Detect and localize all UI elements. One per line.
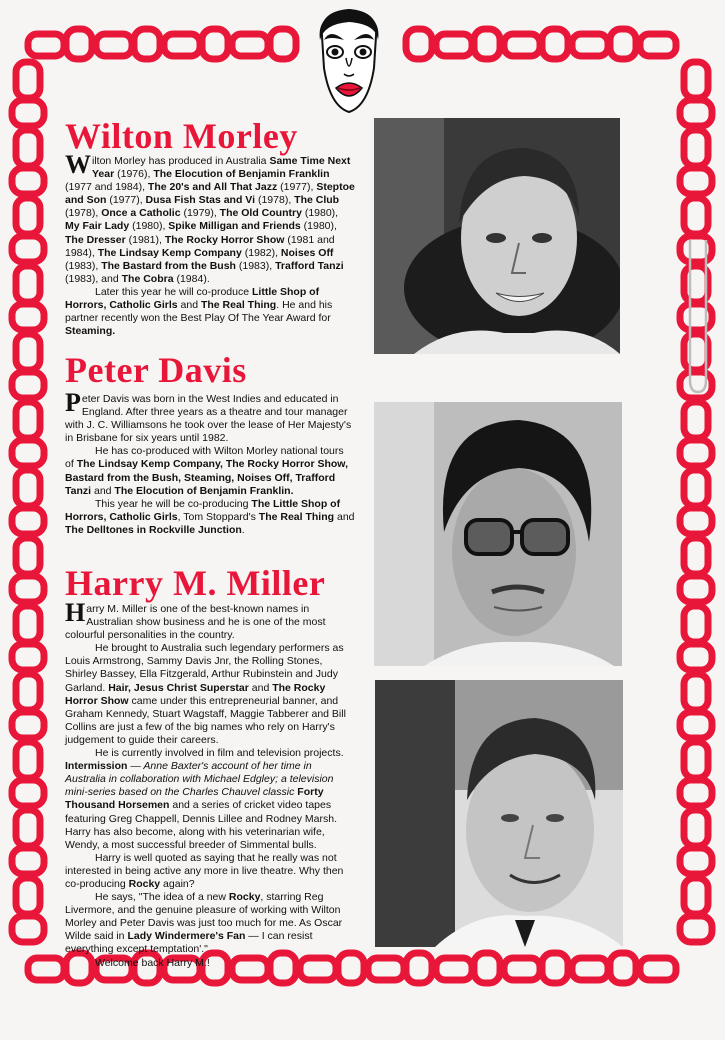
chain-link-top — [28, 34, 64, 56]
bold-title-text: Lady Windermere's Fan — [127, 930, 246, 943]
chain-link-top — [436, 34, 472, 56]
chain-link-left — [12, 780, 44, 806]
chain-link-bottom — [610, 953, 636, 983]
body-text: Welcome back Harry M.! — [95, 956, 210, 969]
body-text: and — [248, 681, 273, 694]
chain-link-left — [16, 810, 40, 846]
body-text: , Tom Stoppard's — [177, 510, 259, 523]
chain-link-right — [680, 508, 712, 534]
heading-peter-davis: Peter Davis — [65, 350, 247, 390]
body-text: This year he will be co-producing — [95, 497, 252, 510]
body-text: eter Davis was born in the West Indies and educated in England. After three years as a theatre and tour manager with J. C. Williamsons he took over the lease of Her Majesty's in Brisbane for six years until 1982. — [65, 393, 352, 445]
bold-title-text: Little Shop of Horrors, Catholic Girls — [65, 285, 320, 312]
bio-paragraph — [65, 445, 355, 497]
chain-link-bottom — [504, 958, 540, 980]
chain-link-top — [96, 34, 132, 56]
heading-harry-m-miller: Harry M. Miller — [65, 563, 326, 603]
chain-link-top — [232, 34, 268, 56]
chain-link-left — [12, 508, 44, 534]
chain-link-right — [684, 334, 708, 370]
body-text: (1981 and 1984), — [65, 233, 335, 259]
body-text: (1983), — [65, 259, 102, 272]
chain-link-bottom — [436, 958, 472, 980]
body-text: . He and his partner recently won the Best Play Of The Year Award for — [65, 299, 333, 325]
body-text: again? — [160, 877, 195, 890]
photo-wilton-morley — [374, 118, 620, 354]
body-text: and — [334, 510, 355, 523]
chain-link-right — [684, 606, 708, 642]
body-text: He has co-produced with Wilton Morley national tours of — [65, 445, 344, 471]
chain-link-bottom — [640, 958, 676, 980]
body-text: (1980), — [129, 220, 169, 233]
chain-link-left — [16, 130, 40, 166]
chain-link-left — [12, 440, 44, 466]
chain-link-right — [684, 810, 708, 846]
chain-link-left — [16, 198, 40, 234]
chain-link-right — [684, 402, 708, 438]
bold-title-text: Dusa Fish Stas and Vi — [145, 194, 256, 207]
chain-link-right — [684, 742, 708, 778]
body-text: (1979), — [180, 207, 220, 220]
chain-link-left — [16, 266, 40, 302]
bold-title-text: The Lindsay Kemp Company — [97, 246, 242, 259]
body-text: (1978), — [255, 194, 295, 207]
chain-link-left — [12, 644, 44, 670]
bio-paragraph — [65, 747, 355, 852]
body-text: (1983), — [235, 259, 276, 272]
body-text: and — [177, 299, 201, 312]
bold-title-text: Once a Catholic — [101, 207, 181, 220]
bold-title-text: The Lindsay Kemp Company, The Rocky Horror Show, Bastard from the Bush, Steaming, Noises Off, Trafford Tanzi — [65, 458, 348, 497]
bio-paragraph — [65, 642, 355, 747]
chain-link-right — [680, 848, 712, 874]
chain-link-top — [164, 34, 200, 56]
chain-link-bottom — [572, 958, 608, 980]
body-text: (1976), — [114, 168, 154, 181]
chain-link-right — [684, 674, 708, 710]
chain-link-right — [684, 878, 708, 914]
bold-title-text: Trafford Tanzi — [275, 259, 344, 272]
bold-title-text: The 20's and All That Jazz — [147, 181, 278, 194]
drop-cap: H — [65, 598, 86, 627]
bio-paragraph — [65, 388, 355, 445]
chain-link-left — [12, 236, 44, 262]
body-text: He is currently involved in film and television projects. — [95, 747, 344, 760]
chain-link-left — [16, 878, 40, 914]
chain-link-left — [16, 470, 40, 506]
chain-link-left — [12, 916, 44, 942]
chain-link-bottom — [368, 958, 404, 980]
chain-link-left — [16, 606, 40, 642]
chain-link-top — [640, 34, 676, 56]
chain-link-top — [66, 29, 92, 59]
body-text: Harry is well quoted as saying that he really was not interested in being active any more in live theatre. Why then co-producing — [65, 851, 344, 890]
chain-link-bottom — [406, 953, 432, 983]
bio-harry-m-miller — [65, 598, 355, 970]
chain-link-right — [680, 100, 712, 126]
bold-title-text: The Delltones in Rockville Junction — [65, 523, 242, 536]
chain-link-top — [270, 29, 296, 59]
chain-link-bottom — [28, 958, 64, 980]
chain-link-top — [610, 29, 636, 59]
bold-title-text: The Old Country — [219, 207, 302, 220]
bold-title-text: The Real Thing — [200, 299, 277, 312]
chain-link-top — [134, 29, 160, 59]
bio-paragraph — [65, 891, 355, 956]
chain-link-top — [406, 29, 432, 59]
chain-link-top — [504, 34, 540, 56]
chain-link-right — [680, 712, 712, 738]
chain-link-left — [12, 304, 44, 330]
chain-link-left — [16, 742, 40, 778]
chain-link-left — [12, 712, 44, 738]
body-text: came under this entrepreneurial banner, and Graham Kennedy, Stuart Wagstaff, Maggie Tabberer and Bill Collins are just a few of the big names who rely on Harry's judgement to guide their careers. — [65, 694, 346, 746]
chain-link-right — [680, 916, 712, 942]
mask-icon — [310, 6, 388, 116]
body-text: (1977 and 1984), — [65, 181, 148, 194]
drop-cap: P — [65, 388, 81, 417]
chain-link-right — [684, 470, 708, 506]
bio-paragraph — [65, 852, 355, 891]
body-text: He says, "The idea of a new — [95, 891, 229, 904]
bold-title-text: The Bastard from the Bush — [101, 259, 236, 272]
body-text: — Anne Baxter's account of her time in Australia in collaboration with Michael Edgley; a television mini-series based on the Charles Chauvel classic — [65, 760, 334, 799]
chain-link-right — [684, 538, 708, 574]
bold-title-text: The Club — [294, 194, 340, 207]
bold-title-text: The Dresser — [65, 233, 126, 246]
body-text: (1978), — [65, 207, 102, 220]
bio-paragraph — [65, 150, 355, 286]
bold-title-text: Steptoe and Son — [65, 181, 355, 207]
bold-title-text: The Little Shop of Horrors, Catholic Girls — [65, 497, 341, 523]
chain-link-top — [572, 34, 608, 56]
body-text: . — [241, 523, 245, 536]
bold-title-text: Rocky — [128, 877, 161, 890]
chain-link-left — [12, 372, 44, 398]
bold-title-text: The Elocution of Benjamin Franklin. — [114, 484, 294, 497]
chain-link-right — [680, 576, 712, 602]
bold-title-text: Rocky — [228, 891, 261, 904]
chain-link-right — [684, 266, 708, 302]
chain-link-left — [16, 674, 40, 710]
chain-link-left — [12, 576, 44, 602]
chain-link-left — [12, 168, 44, 194]
chain-link-left — [16, 62, 40, 98]
chain-link-left — [16, 538, 40, 574]
chain-link-left — [12, 848, 44, 874]
bio-peter-davis — [65, 388, 355, 537]
chain-link-right — [680, 168, 712, 194]
bold-title-text: Noises Off — [280, 246, 334, 259]
body-text: ilton Morley has produced in Australia — [92, 155, 270, 167]
body-text: (1984). — [173, 272, 210, 285]
chain-link-left — [12, 100, 44, 126]
chain-link-right — [684, 130, 708, 166]
chain-link-right — [680, 780, 712, 806]
drop-cap: W — [65, 150, 91, 179]
body-text: (1982), — [241, 246, 281, 259]
heading-wilton-morley: Wilton Morley — [65, 116, 298, 156]
chain-link-top — [202, 29, 228, 59]
bio-paragraph — [65, 598, 355, 642]
bold-title-text: The Cobra — [121, 272, 174, 285]
bold-title-text: Spike Milligan and Friends — [168, 220, 301, 233]
body-text: Later this year he will co-produce — [95, 285, 252, 298]
bold-title-text: Intermission — [65, 760, 128, 773]
bold-title-text: The Rocky Horror Show — [65, 681, 326, 707]
bold-title-text: The Rocky Horror Show — [164, 233, 285, 246]
body-text: He brought to Australia such legendary performers as Louis Armstrong, Sammy Davis Jnr, the Rolling Stones, Shirley Bassey, Ella Fitzgerald, Arthur Rubinstein and Judy Garland. — [65, 642, 344, 694]
chain-link-right — [684, 62, 708, 98]
bold-title-text: Hair, Jesus Christ Superstar — [108, 681, 249, 694]
bio-paragraph — [65, 498, 355, 537]
bold-title-text: The Real Thing — [258, 510, 335, 523]
bold-title-text: Forty Thousand Horsemen — [65, 786, 324, 812]
bio-wilton-morley — [65, 150, 355, 338]
body-text: (1980), — [301, 207, 339, 220]
chain-link-bottom — [542, 953, 568, 983]
body-text: (1977), — [277, 181, 317, 194]
chain-link-left — [16, 402, 40, 438]
photo-harry-m-miller — [375, 680, 623, 947]
body-text: and — [91, 484, 115, 497]
chain-link-bottom — [474, 953, 500, 983]
bold-title-text: Steaming. — [65, 325, 116, 338]
body-text: (1983), and — [65, 272, 122, 285]
body-text: (1977), — [106, 194, 146, 207]
chain-link-left — [16, 334, 40, 370]
chain-link-right — [684, 198, 708, 234]
body-text: and a series of cricket video tapes featuring Greg Chappell, Dennis Lillee and Rodney Marsh. Harry has also become, along with his veterinarian wife, Wendy, a most successful breeder of Simmental bulls. — [65, 799, 337, 851]
bio-paragraph — [65, 286, 355, 338]
body-text: arry M. Miller is one of the best-known names in Australian show business and he is one of the most colourful personalities in the country. — [65, 603, 326, 642]
bold-title-text: Same Time Next Year — [92, 155, 351, 181]
chain-link-right — [680, 644, 712, 670]
chain-link-top — [474, 29, 500, 59]
chain-link-top — [542, 29, 568, 59]
body-text: — I can resist everything except temptation'." — [65, 930, 313, 956]
body-text: , starring Reg Livermore, and the genuine pleasure of working with Wilton Morley and Peter Davis was just too much for me. As Oscar Wilde said in — [65, 891, 343, 943]
bold-title-text: The Elocution of Benjamin Franklin — [153, 168, 330, 181]
bio-paragraph — [65, 957, 355, 970]
body-text: (1981), — [125, 233, 165, 246]
photo-peter-davis — [374, 402, 622, 666]
bold-title-text: My Fair Lady — [65, 220, 130, 233]
chain-link-right — [680, 440, 712, 466]
body-text: (1980), — [300, 220, 337, 233]
